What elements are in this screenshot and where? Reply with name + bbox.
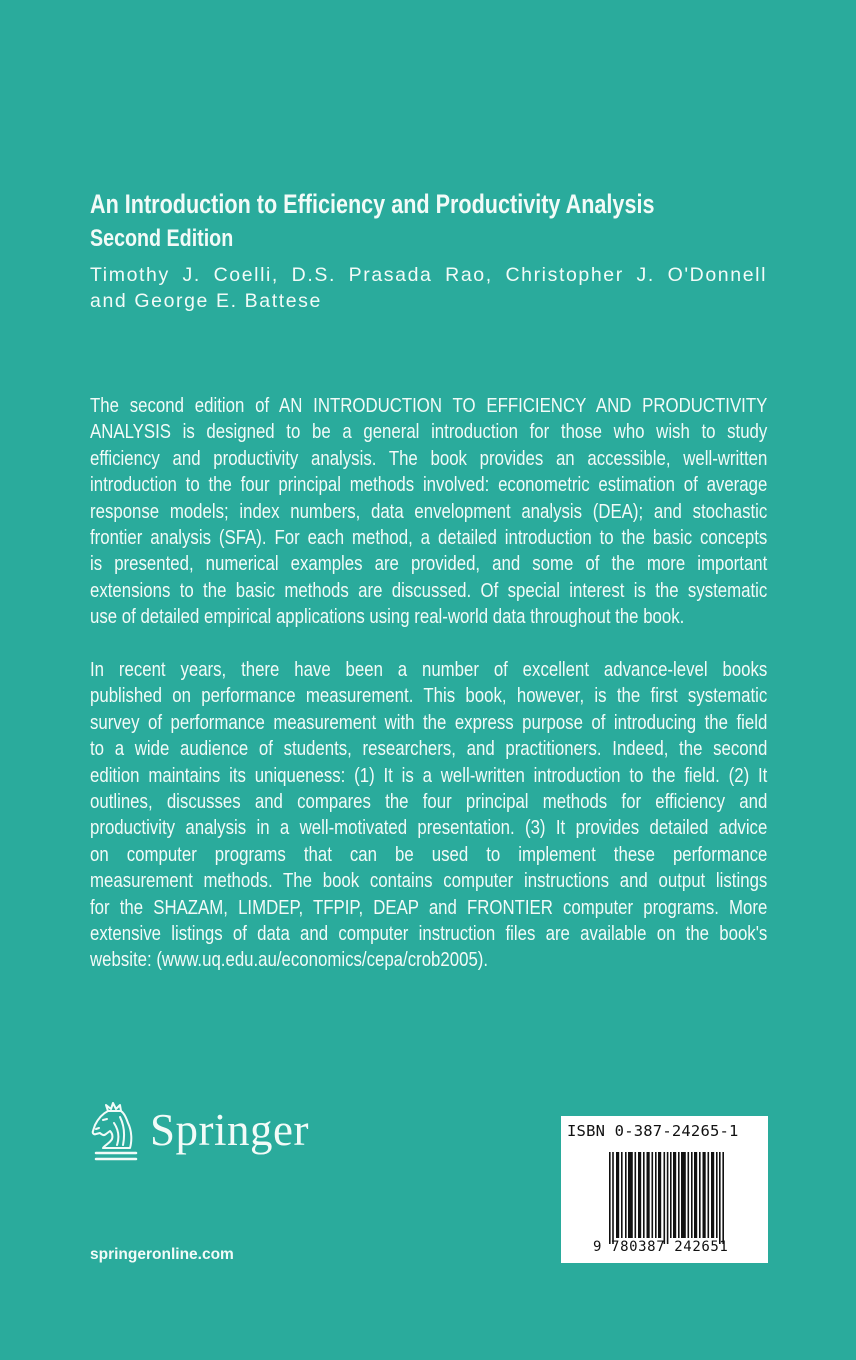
text-line: ANALYSIS is designed to be a general introduction for those who wish to study [90,420,768,444]
isbn-label: ISBN 0-387-24265-1 [567,1122,739,1140]
text-line: response models; index numbers, data envelopment analysis (DEA); and stochastic [90,499,768,523]
springer-logo [90,1100,309,1164]
authors [90,262,767,314]
text-line: efficiency and productivity analysis. The book provides an accessible, well-written [90,446,768,470]
text-line: for the SHAZAM, LIMDEP, TFPIP, DEAP and FRONTIER computer programs. More [90,895,768,919]
description-paragraph-1 [90,393,767,631]
ean-number: 9 780387 242651 [593,1239,729,1255]
description-paragraph-2 [90,657,767,974]
publisher-website: springeronline.com [90,1246,234,1263]
text-line: The second edition of AN INTRODUCTION TO EFFICIENCY AND PRODUCTIVITY [90,394,768,417]
text-line: productivity analysis in a well-motivated presentation. (3) It provides detailed advice [90,816,768,840]
knight-horse-icon [90,1101,142,1163]
text-line: extensions to the basic methods are discussed. Of special interest is the systematic [90,578,768,602]
book-title: An Introduction to Efficiency and Productivity Analysis [90,189,655,219]
text-line: on computer programs that can be used to implement these performance [90,842,768,866]
text-line: website: (www.uq.edu.au/economics/cepa/crob2005). [90,948,489,972]
text-line: extensive listings of data and computer instruction files are available on the book's [90,921,768,945]
text-line: to a wide audience of students, researchers, and practitioners. Indeed, the second [90,737,768,761]
springer-wordmark: Springer [150,1105,309,1155]
authors-line-2: and George E. Battese [90,290,322,312]
text-line: introduction to the four principal methods involved: econometric estimation of average [90,473,768,497]
text-line: published on performance measurement. This book, however, is the first systematic [90,684,768,708]
text-line: measurement methods. The book contains computer instructions and output listings [90,869,768,893]
authors-line-1: Timothy J. Coelli, D.S. Prasada Rao, Christopher J. O'Donnell [90,264,767,286]
text-line: edition maintains its uniqueness: (1) It is a well-written introduction to the field. (2) It [90,763,768,787]
text-line: is presented, numerical examples are provided, and some of the more important [90,552,768,576]
barcode-icon [609,1152,724,1244]
text-line: frontier analysis (SFA). For each method, a detailed introduction to the basic concepts [90,525,768,549]
text-line: use of detailed empirical applications using real-world data throughout the book. [90,605,685,629]
text-line: In recent years, there have been a number of excellent advance-level books [90,658,768,681]
text-line: outlines, discusses and compares the four principal methods for efficiency and [90,789,768,813]
isbn-barcode-box [561,1116,768,1263]
text-line: survey of performance measurement with the express purpose of introducing the field [90,710,768,734]
book-edition: Second Edition [90,225,234,252]
